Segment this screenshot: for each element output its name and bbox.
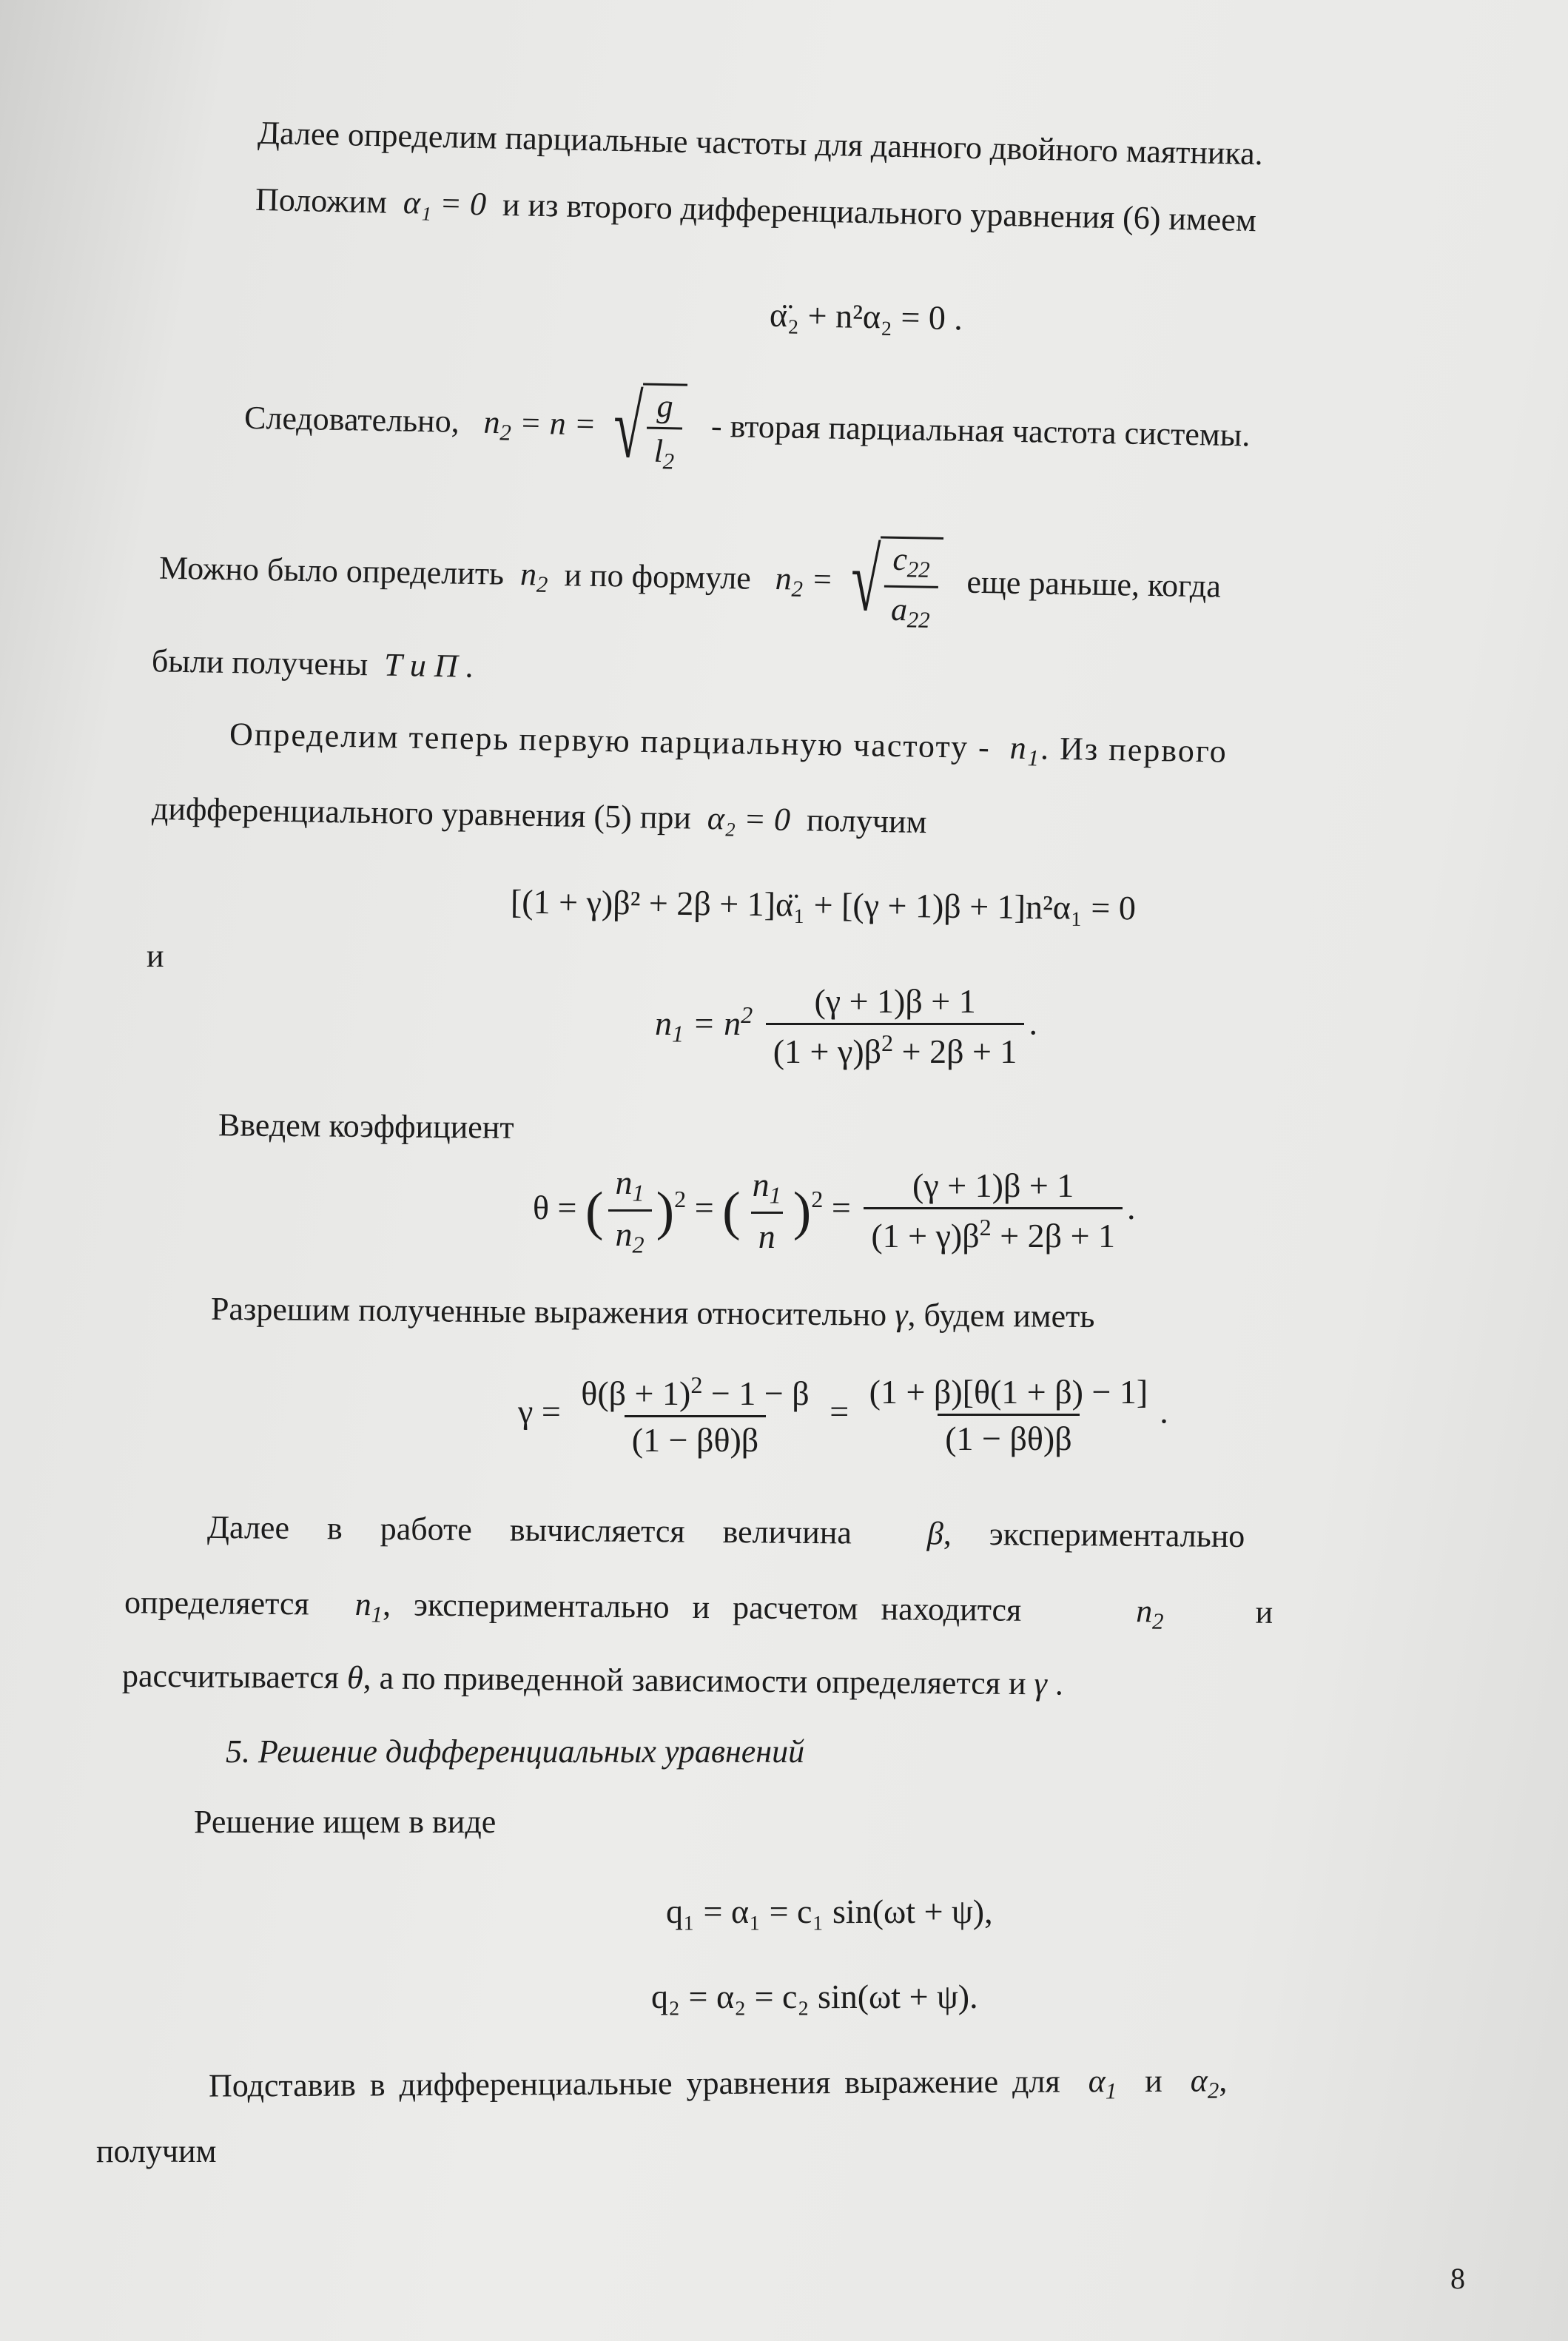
paragraph-further-in-work: Далее в работе вычисляется величина β, экспериментально <box>206 1508 1245 1555</box>
equation-solution-q2: q₂ = α₂ = c₂ sin(ωt + ψ). <box>651 1978 978 2015</box>
paragraph-introduce-coefficient: Введем коэффициент <box>218 1106 514 1146</box>
paragraph-solution-form: Решение ищем в виде <box>194 1804 497 1840</box>
paragraph-solve-for-gamma: Разрешим полученные выражения относительно γ, будем иметь <box>210 1290 1095 1335</box>
equation-first-pendulum: [(1 + γ)β² + 2β + 1]α̈₁ + [(γ + 1)β + 1]n²α₁ = 0 <box>510 882 1137 927</box>
paragraph-calculated: рассчитывается θ, а по приведенной зависимости определяется и γ . <box>121 1657 1064 1702</box>
paragraph-were-obtained: были получены T и П . <box>151 642 475 685</box>
paragraph-partial-frequencies: Далее определим парциальные частоты для данного двойного маятника. <box>257 114 1264 172</box>
paragraph-therefore: Следовательно, $n_2 = n$ = √ $\frac{g}{l_2}$ - вторая парциальная частота системы. <box>243 377 1251 477</box>
paragraph-we-get: получим <box>96 2133 217 2169</box>
page-number: 8 <box>1450 2262 1465 2295</box>
paragraph-substituting: Подставив в дифференциальные уравнения выражение для $\alpha_1$ и $\alpha_2$, <box>208 2062 1228 2104</box>
equation-n1: $n_1 = n^2$ $\frac{(\gamma + 1)\beta + 1}{(1 + \gamma)\beta^2 + 2\beta + 1}$ . <box>655 982 1037 1071</box>
paragraph-first-partial: Определим теперь первую парциальную частоту - $n_1$. Из первого <box>229 716 1228 771</box>
paragraph-could-determine: Можно было определить $n_2$ и по формуле $n_2$ = √ $\frac{c_{22}}{a_{22}}$ еще раньше, когда <box>158 530 1222 633</box>
equation-solution-q1: q₁ = α₁ = c₁ sin(ωt + ψ), <box>666 1892 993 1930</box>
equation-second-pendulum: α̈₂ + n²α₂ = 0 . <box>769 295 963 337</box>
paragraph-assume: Положим α₁ = 0 и из второго дифференциального уравнения (6) имеем <box>255 181 1257 239</box>
paragraph-determined: определяется $n_1$, экспериментально и расчетом находится $n_2$ и <box>124 1584 1273 1634</box>
paragraph-first-diff-eq: дифференциального уравнения (5) при α₂ = 0 получим <box>151 790 927 841</box>
equation-theta: θ = ( $\frac{n_1}{n_2}$ )$^2$ = ( $\frac{n_1}{n}$ )$^2$ = $\frac{(\gamma + 1)\beta + 1}{(1 + \gamma)\beta^2 + 2\beta + 1}$ . <box>533 1163 1136 1258</box>
section-title-solution: 5. Решение дифференциальных уравнений <box>226 1733 805 1770</box>
conjunction-and: и <box>147 938 164 974</box>
equation-gamma: γ = $\frac{\theta(\beta + 1)^2 - 1 - \beta}{(1 - \beta\theta)\beta}$ = $\frac{(1 + \beta)[\theta(1 + \beta) - 1]}{(1 - \beta\theta)\beta}$ . <box>518 1371 1168 1460</box>
